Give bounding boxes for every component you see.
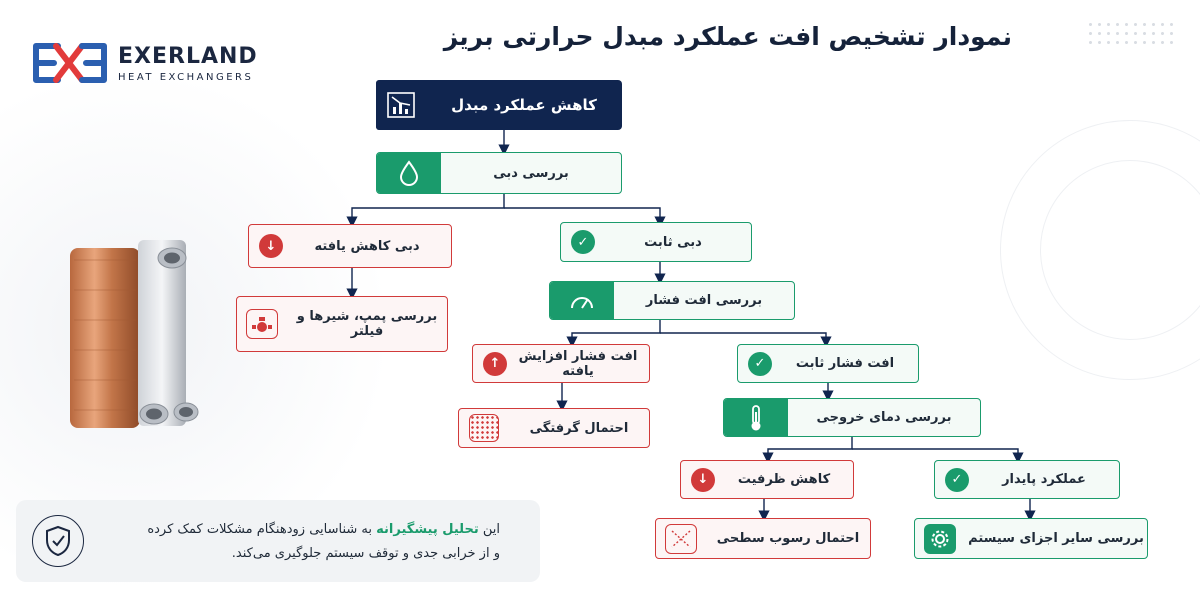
node-stable-performance-label: عملکرد پایدار [1002,472,1086,487]
node-start-label: کاهش عملکرد مبدل [451,96,597,114]
info-note [16,500,540,582]
note-line-1-rest: به شناسایی زودهنگام مشکلات کمک کرده [147,522,377,537]
node-check-other-parts-label: بررسی سایر اجزای سیستم [968,531,1144,546]
gear-icon [915,519,965,558]
note-prefix: این [478,522,500,537]
node-pressure-constant[interactable] [737,344,919,383]
node-start[interactable] [376,80,622,130]
clog-grid-icon [459,409,509,447]
node-check-outlet-temp[interactable] [723,398,981,437]
node-stable-performance[interactable] [934,460,1120,499]
page-title: نمودار تشخیص افت عملکرد مبدل حرارتی بریز [443,22,1012,51]
shield-check-icon [32,515,84,567]
node-check-pump[interactable] [236,296,448,352]
node-possible-clogging-label: احتمال گرفتگی [529,420,629,436]
node-pressure-increased[interactable] [472,344,650,383]
node-flow-reduced-label: دبی کاهش یافته [314,238,420,254]
node-flow-reduced[interactable] [248,224,452,268]
fouling-icon [656,519,706,558]
arrow-up-icon: ↑ [483,352,507,376]
note-line-1 [80,518,500,542]
thermometer-icon [724,399,788,436]
check-icon: ✓ [945,468,969,492]
node-check-flow[interactable] [376,152,622,194]
logo-tagline: HEAT EXCHANGERS [118,72,254,83]
node-pressure-increased-label: افت فشار افزایش یافته [518,348,638,379]
node-check-pump-label: بررسی پمپ، شیرها و فیلتر [296,309,438,339]
node-pressure-constant-label: افت فشار ثابت [795,356,895,371]
heat-exchanger-image [60,230,210,440]
arrow-down-icon: ↓ [259,234,283,258]
node-flow-constant-label: دبی ثابت [644,234,702,250]
node-capacity-reduced[interactable] [680,460,854,499]
node-possible-fouling[interactable] [655,518,871,559]
node-flow-constant[interactable] [560,222,752,262]
water-drop-icon [377,153,441,193]
logo-brand-text: EXERLAND [118,44,258,69]
node-possible-fouling-label: احتمال رسوب سطحی [716,531,860,546]
node-capacity-reduced-label: کاهش ظرفیت [737,472,831,487]
note-line-2: و از خرابی جدی و توقف سیستم جلوگیری می‌کند. [231,546,500,561]
node-check-outlet-temp-label: بررسی دمای خروجی [816,410,952,425]
check-icon: ✓ [748,352,772,376]
check-icon: ✓ [571,230,595,254]
arrow-down-icon: ↓ [691,468,715,492]
node-check-other-parts[interactable] [914,518,1148,559]
gauge-icon [550,282,614,319]
note-text [80,518,500,566]
node-check-flow-label: بررسی دبی [493,165,569,181]
node-check-pressure-drop[interactable] [549,281,795,320]
note-highlight: تحلیل پیشگیرانه [376,522,479,537]
chart-down-icon [376,80,426,130]
node-possible-clogging[interactable] [458,408,650,448]
pump-valve-icon [237,297,287,351]
node-check-pressure-drop-label: بررسی افت فشار [645,293,763,308]
